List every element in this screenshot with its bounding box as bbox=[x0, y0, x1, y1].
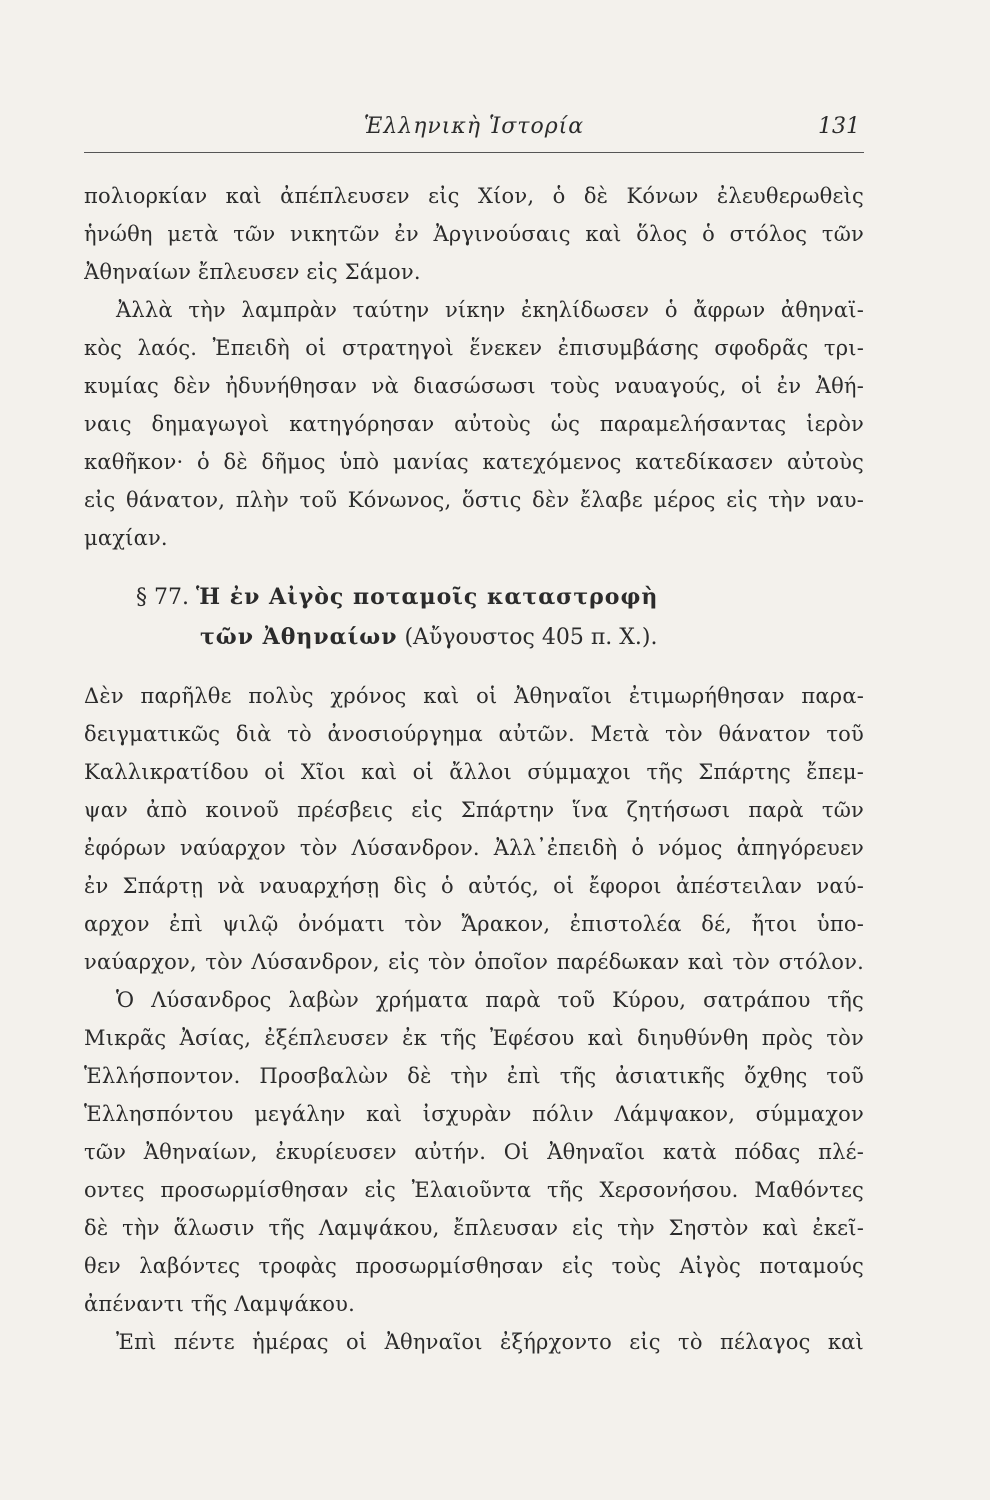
text-line: κυμίας δὲν ἠδυνήθησαν νὰ διασώσωσι τοὺς ναυαγούς, οἱ ἐν Ἀθή- bbox=[84, 374, 864, 398]
text-line: ἐν Σπάρτῃ νὰ ναυαρχήσῃ δὶς ὁ αὐτός, οἱ ἔφοροι ἀπέστειλαν ναύ- bbox=[84, 874, 864, 898]
section-heading-cont bbox=[84, 617, 864, 657]
section-gap bbox=[84, 557, 864, 577]
text-line: ἡνώθη μετὰ τῶν νικητῶν ἐν Ἀργινούσαις καὶ ὅλος ὁ στόλος τῶν bbox=[84, 222, 864, 246]
text-line: πολιορκίαν καὶ ἀπέπλευσεν εἰς Χίον, ὁ δὲ Κόνων ἐλευθερωθεὶς bbox=[84, 184, 864, 208]
running-head bbox=[84, 114, 864, 148]
text-line: Ἐπὶ πέντε ἡμέρας οἱ Ἀθηναῖοι ἐξήρχοντο εἰς τὸ πέλαγος καὶ bbox=[116, 1330, 864, 1354]
header-rule bbox=[84, 152, 864, 153]
section-gap bbox=[84, 657, 864, 677]
text-line: εἰς θάνατον, πλὴν τοῦ Κόνωνος, ὅστις δὲν ἔλαβε μέρος εἰς τὴν ναυ- bbox=[84, 488, 864, 512]
text-line: Καλλικρατίδου οἱ Χῖοι καὶ οἱ ἄλλοι σύμμαχοι τῆς Σπάρτης ἔπεμ- bbox=[84, 760, 864, 784]
text-line: Ἑλλήσποντον. Προσβαλὼν δὲ τὴν ἐπὶ τῆς ἀσιατικῆς ὄχθης τοῦ bbox=[84, 1064, 864, 1088]
section-number: § 77. bbox=[136, 585, 189, 610]
text-line: οντες προσωρμίσθησαν εἰς Ἐλαιοῦντα τῆς Χερσονήσου. Μαθόντες bbox=[84, 1178, 864, 1202]
text-line: αρχον ἐπὶ ψιλῷ ὀνόματι τὸν Ἄρακον, ἐπιστολέα δέ, ἤτοι ὑπο- bbox=[84, 912, 864, 936]
text-line: Ὁ Λύσανδρος λαβὼν χρήματα παρὰ τοῦ Κύρου, σατράπου τῆς bbox=[116, 988, 864, 1012]
text-line: δειγματικῶς διὰ τὸ ἀνοσιούργημα αὐτῶν. Μετὰ τὸν θάνατον τοῦ bbox=[84, 722, 864, 746]
text-line: Ἀθηναίων ἔπλευσεν εἰς Σάμον. bbox=[84, 260, 421, 284]
text-line: καθῆκον· ὁ δὲ δῆμος ὑπὸ μανίας κατεχόμενος κατεδίκασεν αὐτοὺς bbox=[84, 450, 864, 474]
running-title: Ἑλληνικὴ Ἱστορία bbox=[363, 114, 585, 139]
text-line: ἐφόρων ναύαρχον τὸν Λύσανδρον. Ἀλλ᾽ἐπειδὴ ὁ νόμος ἀπηγόρευεν bbox=[84, 836, 864, 860]
text-line: Ἑλλησπόντου μεγάλην καὶ ἰσχυρὰν πόλιν Λάμψακον, σύμμαχον bbox=[84, 1102, 864, 1126]
text-line: δὲ τὴν ἅλωσιν τῆς Λαμψάκου, ἔπλευσαν εἰς τὴν Σηστὸν καὶ ἐκεῖ- bbox=[84, 1216, 864, 1240]
text-line: ψαν ἀπὸ κοινοῦ πρέσβεις εἰς Σπάρτην ἵνα ζητήσωσι παρὰ τῶν bbox=[84, 798, 864, 822]
text-line: θεν λαβόντες τροφὰς προσωρμίσθησαν εἰς τοὺς Αἰγὸς ποταμούς bbox=[84, 1254, 864, 1278]
text-block bbox=[84, 177, 864, 1361]
text-line: κὸς λαός. Ἐπειδὴ οἱ στρατηγοὶ ἕνεκεν ἐπισυμβάσης σφοδρᾶς τρι- bbox=[84, 336, 864, 360]
section-title: Ἡ ἐν Αἰγὸς ποταμοῖς καταστροφὴ bbox=[195, 584, 659, 610]
text-line: τῶν Ἀθηναίων, ἐκυρίευσεν αὐτήν. Οἱ Ἀθηναῖοι κατὰ πόδας πλέ- bbox=[84, 1140, 864, 1164]
text-line: ναύαρχον, τὸν Λύσανδρον, εἰς τὸν ὁποῖον παρέδωκαν καὶ τὸν στόλον. bbox=[84, 950, 864, 974]
text-line: Δὲν παρῆλθε πολὺς χρόνος καὶ οἱ Ἀθηναῖοι ἐτιμωρήθησαν παρα- bbox=[84, 684, 864, 708]
text-line: Ἀλλὰ τὴν λαμπρὰν ταύτην νίκην ἐκηλίδωσεν ὁ ἄφρων ἀθηναϊ- bbox=[116, 298, 864, 322]
page-number: 131 bbox=[818, 114, 860, 139]
section-title-cont: τῶν Ἀθηναίων bbox=[200, 624, 398, 650]
text-line: ναις δημαγωγοὶ κατηγόρησαν αὐτοὺς ὡς παραμελήσαντας ἱερὸν bbox=[84, 412, 864, 436]
text-line: ἀπέναντι τῆς Λαμψάκου. bbox=[84, 1292, 355, 1316]
section-date: (Αὔγουστος 405 π. Χ.). bbox=[404, 625, 658, 650]
text-line: μαχίαν. bbox=[84, 526, 168, 550]
text-line: Μικρᾶς Ἀσίας, ἐξέπλευσεν ἐκ τῆς Ἐφέσου καὶ διηυθύνθη πρὸς τὸν bbox=[84, 1026, 864, 1050]
section-heading bbox=[84, 577, 864, 617]
